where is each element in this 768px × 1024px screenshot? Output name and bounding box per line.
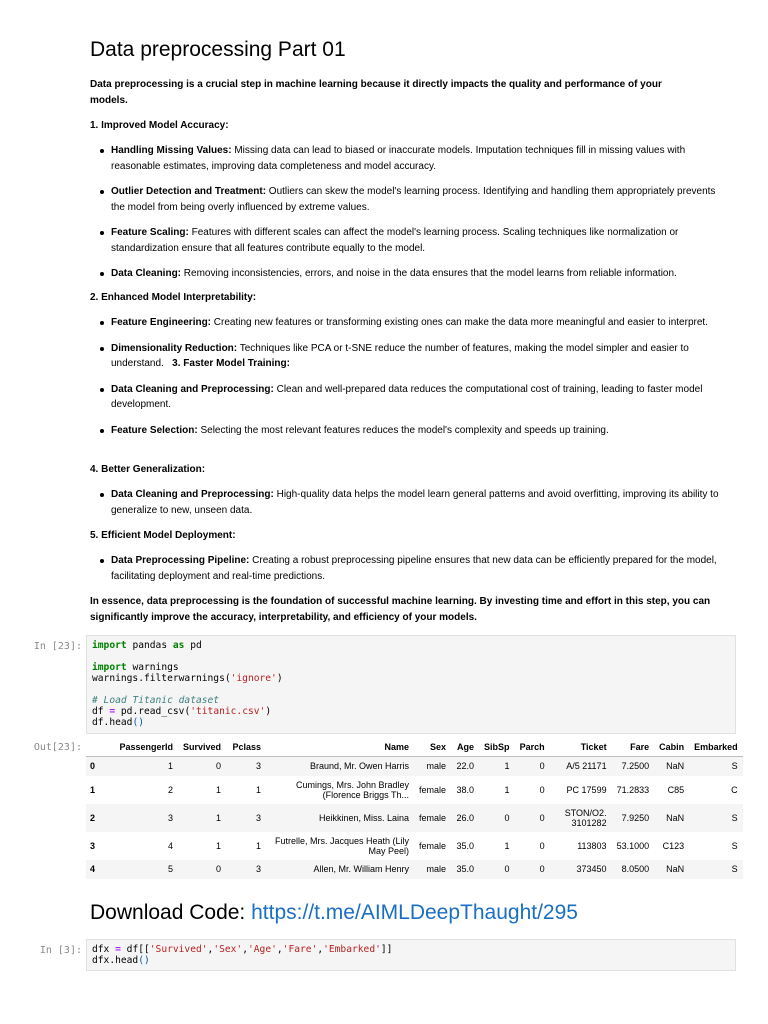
column-header: Fare — [612, 738, 655, 757]
code-token: dfx.head — [92, 955, 139, 966]
code-token: dfx — [92, 944, 110, 955]
list-item — [90, 143, 720, 174]
table-cell: 0 — [539, 784, 545, 795]
table-cell: 0 — [539, 840, 545, 851]
code-token: pandas — [132, 640, 168, 651]
code-token: ]] — [380, 944, 393, 955]
intro-paragraph: Data preprocessing is a crucial step in machine learning because it directly impacts the quality and performance of your models. — [90, 79, 662, 106]
bullet-list-accuracy — [90, 143, 720, 292]
bullet-list-deployment — [90, 553, 720, 594]
download-heading — [90, 901, 578, 925]
section-heading-generalization: 4. Better Generalization: — [90, 464, 206, 475]
code-operator: = — [115, 944, 121, 955]
code-token: warnings.filterwarnings( — [92, 673, 231, 684]
table-cell: 1 — [167, 761, 173, 772]
list-item — [90, 382, 720, 413]
column-header: Survived — [178, 738, 226, 757]
download-label: Download Code: — [90, 901, 252, 924]
bullet-term: Feature Selection: — [111, 424, 198, 436]
list-item — [90, 553, 720, 584]
code-token: import — [92, 662, 127, 673]
column-header: Age — [451, 738, 479, 757]
bullet-list-generalization — [90, 487, 720, 528]
code-token: as — [172, 640, 185, 651]
column-header: Name — [266, 738, 414, 757]
bullet-text: Techniques like PCA or t-SNE reduce the number of features, making the model simpler and easier to understand. — [111, 342, 689, 369]
table-cell: 0 — [216, 864, 222, 874]
code-token: , — [276, 944, 283, 955]
column-header: PassengerId — [106, 738, 178, 757]
table-cell: S — [731, 812, 738, 823]
table-cell: 0 — [539, 812, 545, 823]
table-cell: C85 — [667, 784, 685, 795]
table-cell: 5 — [167, 864, 173, 874]
table-cell: female — [419, 784, 447, 795]
code-token: () — [132, 717, 144, 728]
table-cell: 7.9250 — [621, 812, 650, 823]
code-token: ) — [265, 706, 272, 717]
page-title: Data preprocessing Part 01 — [90, 38, 346, 61]
code-token: ) — [276, 673, 283, 684]
download-link[interactable]: https://t.me/AIMLDeepThaught/295 — [251, 901, 578, 924]
code-cell-select-columns[interactable] — [86, 939, 736, 971]
bullet-text: Removing inconsistencies, errors, and noise in the data ensures that the model learns from reliable information. — [181, 268, 677, 279]
code-token: import — [92, 640, 127, 651]
bullet-list-interpretability — [90, 315, 720, 448]
table-cell: 1 — [504, 784, 510, 795]
table-cell: female — [419, 812, 447, 823]
bullet-text: Features with different scales can affect the model's learning process. Scaling techniques like normalization or standardization ensure that all features contribute equally to the model. — [111, 227, 679, 254]
table-cell: 1 — [216, 840, 222, 851]
section-heading-accuracy: 1. Improved Model Accuracy: — [90, 120, 229, 131]
table-row — [86, 776, 743, 804]
code-token: , — [242, 944, 248, 955]
code-token: pd — [190, 640, 202, 651]
table-cell: female — [419, 840, 447, 851]
bullet-term: Data Preprocessing Pipeline: — [111, 555, 250, 566]
column-header: Parch — [515, 738, 550, 757]
list-item — [90, 266, 720, 282]
code-string: 'ignore' — [230, 673, 277, 684]
table-row — [86, 757, 743, 776]
bullet-term: Data Cleaning and Preprocessing: — [111, 383, 274, 395]
row-index: 0 — [90, 761, 96, 772]
code-string: 'Age' — [248, 944, 277, 955]
code-token: df[[ — [126, 944, 150, 955]
table-cell: 3 — [167, 812, 173, 823]
table-cell: 38.0 — [456, 784, 475, 795]
bullet-text: High-quality data helps the model learn general patterns and avoid overfitting, improving its ability to generalize to new, unseen data. — [111, 489, 719, 516]
bullet-term: Data Cleaning: — [111, 268, 182, 279]
column-header — [86, 738, 106, 757]
code-string: 'Embarked' — [323, 944, 381, 955]
section-heading-deployment: 5. Efficient Model Deployment: — [90, 530, 236, 541]
essence-paragraph: In essence, data preprocessing is the foundation of successful machine learning. By investing time and effort in this step, you can significantly improve the accuracy, interpretability, and efficiency of your models. — [90, 596, 711, 623]
table-cell: Braund, Mr. Owen Harris — [310, 761, 410, 772]
code-token: pd.read_csv( — [120, 706, 191, 717]
code-token: () — [138, 955, 150, 966]
table-row — [86, 832, 743, 860]
table-header-row — [86, 738, 743, 757]
table-row — [86, 860, 743, 879]
row-index: 2 — [90, 812, 96, 823]
table-row — [86, 804, 743, 832]
table-cell: C — [731, 784, 738, 795]
code-string: 'Survived' — [149, 944, 208, 955]
list-item — [90, 225, 720, 256]
input-prompt: In [23]: — [33, 641, 82, 652]
table-cell: 35.0 — [456, 864, 475, 874]
table-cell: C123 — [662, 840, 685, 851]
table-cell: male — [426, 761, 447, 772]
section-heading-interpretability: 2. Enhanced Model Interpretability: — [90, 292, 257, 303]
table-cell: S — [731, 761, 738, 772]
code-string: 'titanic.csv' — [190, 706, 266, 717]
table-cell: 35.0 — [456, 840, 475, 851]
column-header: SibSp — [479, 738, 515, 757]
row-index: 1 — [90, 784, 96, 795]
bullet-term: Dimensionality Reduction: — [111, 342, 238, 354]
table-cell: NaN — [666, 761, 685, 772]
row-index: 3 — [90, 840, 96, 851]
bullet-term: Handling Missing Values: — [111, 145, 232, 156]
column-header: Sex — [414, 738, 451, 757]
table-cell: A/5 21171 — [566, 761, 607, 772]
table-cell: 1 — [504, 840, 510, 851]
table-cell: S — [731, 840, 738, 851]
code-comment: # Load Titanic dataset — [92, 695, 220, 706]
code-string: 'Fare' — [282, 944, 318, 955]
table-cell: Cumings, Mrs. John Bradley (Florence Briggs Th... — [295, 779, 410, 800]
code-token: , — [207, 944, 214, 955]
table-cell: 3 — [256, 864, 262, 874]
table-cell: 1 — [216, 784, 222, 795]
bullet-text: Missing data can lead to biased or inaccurate models. Imputation techniques fill in missing values with reasonable estimates, improving data completeness and model accuracy. — [111, 145, 686, 172]
table-cell: 1 — [256, 784, 262, 795]
code-token: df.head — [92, 717, 133, 728]
code-string: 'Sex' — [213, 944, 243, 955]
code-token: df — [92, 706, 104, 717]
code-operator: = — [109, 706, 116, 717]
list-item — [90, 184, 720, 215]
bullet-term: Feature Scaling: — [111, 227, 189, 238]
list-item — [90, 315, 720, 331]
table-cell: 26.0 — [456, 812, 475, 823]
bullet-text: Creating new features or transforming existing ones can make the data more meaningful and easier to interpret. — [211, 317, 708, 328]
table-cell: 22.0 — [456, 761, 475, 772]
column-header: Cabin — [654, 738, 689, 757]
table-cell: 8.0500 — [621, 864, 650, 874]
code-token: warnings — [132, 662, 179, 673]
table-cell: Futrelle, Mrs. Jacques Heath (Lily May Peel) — [274, 835, 410, 856]
column-header: Embarked — [689, 738, 743, 757]
table-cell: 4 — [167, 840, 173, 851]
list-item — [90, 487, 720, 518]
dataframe-table — [86, 738, 743, 879]
table-cell: 0 — [504, 864, 510, 874]
bullet-text: Selecting the most relevant features reduces the model's complexity and speeds up training. — [197, 424, 609, 436]
table-cell: 0 — [504, 812, 510, 823]
input-prompt: In [3]: — [39, 945, 82, 956]
section-heading-training: 3. Faster Model Training: — [172, 358, 290, 369]
table-cell: Heikkinen, Miss. Laina — [318, 812, 410, 823]
table-cell: 0 — [539, 761, 545, 772]
table-cell: 373450 — [576, 864, 607, 874]
bullet-text: Outliers can skew the model's learning process. Identifying and handling them appropriately prevents the model from being overly influenced by extreme values. — [111, 186, 716, 213]
table-cell: 113803 — [577, 840, 607, 851]
bullet-text: Clean and well-prepared data reduces the computational cost of training, leading to faster model development. — [111, 383, 703, 410]
code-token: , — [317, 944, 324, 955]
code-cell-load-data[interactable] — [86, 635, 736, 734]
bullet-term: Data Cleaning and Preprocessing: — [111, 489, 274, 500]
bullet-text: Creating a robust preprocessing pipeline ensures that new data can be efficiently prepared for the model, facilitating deployment and real-time predictions. — [111, 555, 717, 582]
bullet-term: Outlier Detection and Treatment: — [111, 186, 267, 197]
table-cell: 0 — [216, 761, 222, 772]
list-item — [90, 423, 720, 439]
table-cell: STON/O2. 3101282 — [564, 807, 607, 828]
table-cell: 0 — [539, 864, 545, 874]
table-cell: 3 — [256, 761, 262, 772]
output-prompt: Out[23]: — [33, 742, 82, 753]
table-cell: 1 — [256, 840, 262, 851]
table-cell: Allen, Mr. William Henry — [313, 864, 410, 874]
column-header: Ticket — [550, 738, 612, 757]
table-cell: S — [731, 864, 738, 874]
table-cell: 3 — [256, 812, 262, 823]
table-cell: NaN — [666, 812, 685, 823]
table-cell: 2 — [167, 784, 173, 795]
column-header: Pclass — [226, 738, 266, 757]
table-cell: PC 17599 — [566, 784, 607, 795]
table-cell: male — [426, 864, 447, 874]
table-cell: 1 — [504, 761, 510, 772]
table-cell: 7.2500 — [621, 761, 650, 772]
table-cell: 53.1000 — [616, 840, 650, 851]
row-index: 4 — [90, 864, 96, 874]
bullet-term: Feature Engineering: — [111, 317, 212, 328]
table-cell: NaN — [666, 864, 685, 874]
table-cell: 71.2833 — [616, 784, 650, 795]
table-cell: 1 — [216, 812, 222, 823]
list-item — [90, 341, 720, 372]
